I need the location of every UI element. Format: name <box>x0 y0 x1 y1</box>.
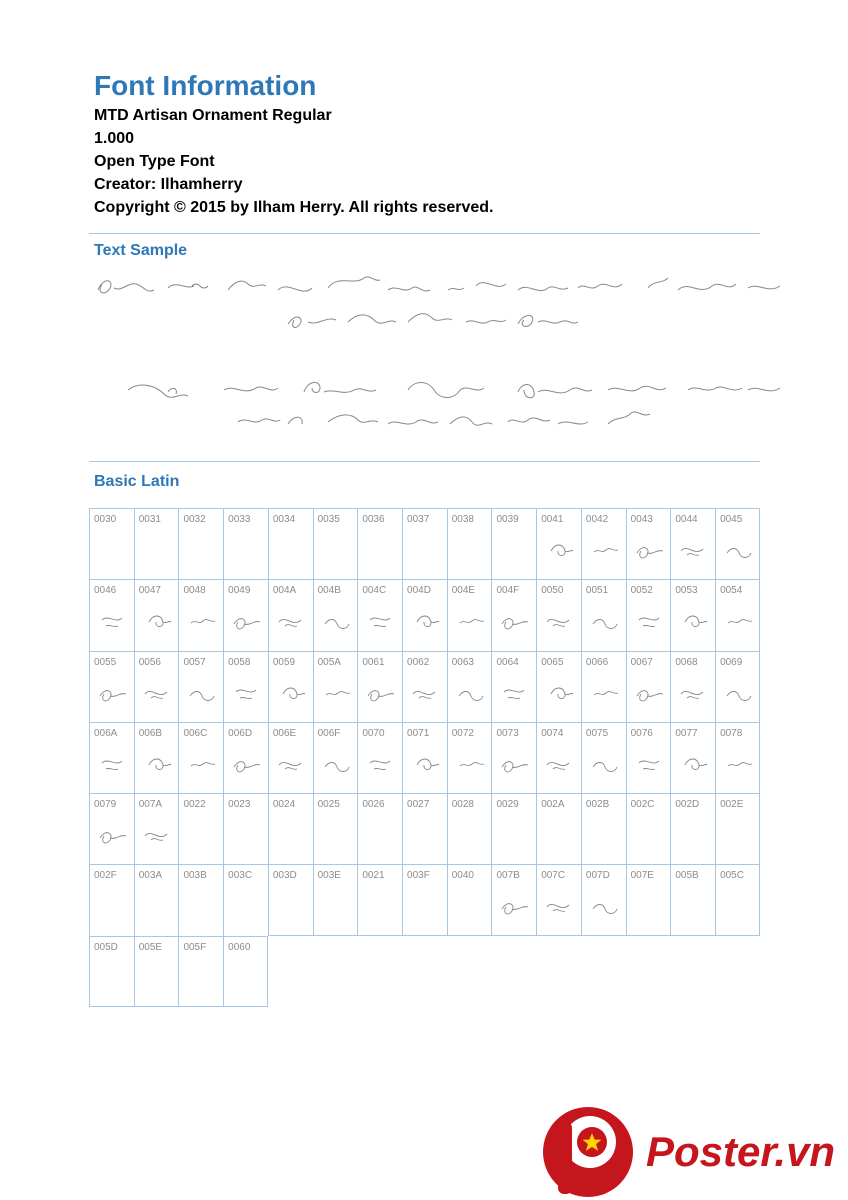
glyph-cell <box>357 579 402 650</box>
glyph-cell <box>268 793 313 864</box>
grid-row <box>89 864 760 935</box>
glyph-code: 0053 <box>675 585 698 597</box>
glyph-code: 005F <box>183 941 207 953</box>
ornament-glyph <box>277 682 307 704</box>
glyph-cell <box>581 651 626 722</box>
glyph-cell <box>715 864 760 935</box>
font-copyright: Copyright © 2015 by Ilham Herry. All rights reserved. <box>94 199 494 216</box>
ornament-glyph <box>679 753 709 775</box>
glyph-code: 006E <box>272 727 297 739</box>
glyph-cell <box>670 722 715 793</box>
glyph-cell <box>134 651 179 722</box>
glyph-cell <box>536 579 581 650</box>
glyph-code: 0051 <box>585 585 609 597</box>
glyph-code: 0025 <box>317 799 340 811</box>
glyph-cell <box>134 508 179 579</box>
glyph-cell <box>134 936 179 1007</box>
font-name: MTD Artisan Ornament Regular <box>94 107 332 124</box>
glyph-code: 002A <box>541 799 565 811</box>
glyph-code: 0039 <box>496 514 519 525</box>
glyph-code: 0044 <box>675 514 698 525</box>
glyph-code: 0045 <box>720 514 743 525</box>
glyph-cell <box>447 722 492 793</box>
ornament-glyph <box>590 753 620 775</box>
ornament-glyph <box>143 610 173 632</box>
glyph-cell <box>626 864 671 935</box>
glyph-cell <box>223 722 268 793</box>
glyph-code: 0076 <box>630 727 653 739</box>
glyph-cell <box>178 936 223 1007</box>
glyph-cell <box>313 579 358 650</box>
ornament-glyph <box>411 682 441 704</box>
glyph-code: 0030 <box>94 514 117 525</box>
glyph-cell <box>178 864 223 935</box>
glyph-cell <box>178 579 223 650</box>
glyph-cell <box>670 508 715 579</box>
glyph-code: 0041 <box>541 514 564 525</box>
glyph-code: 0043 <box>630 514 653 525</box>
glyph-cell <box>536 508 581 579</box>
ornament-glyph <box>724 610 754 632</box>
ornament-glyph <box>143 753 173 775</box>
ornament-glyph <box>277 753 307 775</box>
ornament-glyph <box>724 539 754 561</box>
glyph-code: 004E <box>451 585 476 597</box>
glyph-code: 0049 <box>228 585 251 597</box>
glyph-code: 0029 <box>496 799 519 811</box>
glyph-code: 0067 <box>630 656 653 668</box>
glyph-code: 0062 <box>407 656 430 668</box>
glyph-code: 002D <box>675 799 700 811</box>
glyph-cell <box>223 579 268 650</box>
glyph-code: 0035 <box>317 514 340 525</box>
glyph-cell <box>89 722 134 793</box>
font-version: 1.000 <box>94 130 135 147</box>
ornament-glyph <box>590 682 620 704</box>
page-title: Font Information <box>94 70 317 101</box>
ornament-glyph <box>187 682 217 704</box>
grid-row <box>89 508 760 579</box>
glyph-code: 0075 <box>585 727 609 739</box>
glyph-cell <box>402 579 447 650</box>
glyph-code: 0060 <box>228 941 251 953</box>
ornament-glyph <box>679 539 709 561</box>
ornament-glyph <box>456 753 486 775</box>
ornament-glyph <box>322 753 352 775</box>
glyph-cell <box>536 722 581 793</box>
glyph-cell <box>268 864 313 935</box>
ornament-glyph <box>143 682 173 704</box>
glyph-code: 002B <box>585 799 610 811</box>
glyph-cell <box>402 793 447 864</box>
logo-stem <box>558 1122 572 1194</box>
glyph-cell <box>268 508 313 579</box>
ornament-glyph <box>98 753 128 775</box>
grid-row <box>89 793 760 864</box>
glyph-code: 003D <box>272 870 297 882</box>
glyph-code: 0066 <box>585 656 609 668</box>
ornament-sample-svg <box>88 372 800 440</box>
glyph-cell <box>670 651 715 722</box>
glyph-code: 0032 <box>183 514 206 525</box>
glyph-cell <box>357 722 402 793</box>
glyph-code: 004A <box>272 585 297 597</box>
ornament-glyph <box>545 895 575 917</box>
glyph-code: 006A <box>94 727 118 739</box>
glyph-code: 005D <box>94 941 118 953</box>
glyph-cell <box>223 936 268 1007</box>
font-info-block <box>94 104 493 219</box>
glyph-cell <box>447 508 492 579</box>
glyph-cell <box>357 864 402 935</box>
ornament-glyph <box>590 895 620 917</box>
glyph-code: 0065 <box>541 656 564 668</box>
ornament-glyph <box>590 610 620 632</box>
glyph-cell <box>223 864 268 935</box>
glyph-code: 005B <box>675 870 699 882</box>
glyph-code: 006C <box>183 727 208 739</box>
glyph-cell <box>447 579 492 650</box>
ornament-glyph <box>545 539 575 561</box>
glyph-cell <box>402 722 447 793</box>
glyph-cell <box>89 793 134 864</box>
glyph-cell <box>715 793 760 864</box>
glyph-code: 0036 <box>362 514 385 525</box>
ornament-glyph <box>545 753 575 775</box>
glyph-cell <box>491 651 536 722</box>
glyph-cell <box>715 651 760 722</box>
glyph-cell <box>313 864 358 935</box>
glyph-cell <box>313 793 358 864</box>
glyph-code: 0068 <box>675 656 698 668</box>
glyph-code: 003E <box>317 870 341 882</box>
glyph-cell <box>134 579 179 650</box>
glyph-code: 0070 <box>362 727 385 739</box>
divider <box>89 461 760 462</box>
glyph-code: 002C <box>630 799 655 811</box>
font-creator: Creator: Ilhamherry <box>94 176 243 193</box>
ornament-glyph <box>277 610 307 632</box>
ornament-glyph <box>366 753 396 775</box>
glyph-cell <box>581 722 626 793</box>
glyph-cell <box>313 722 358 793</box>
glyph-code: 0056 <box>138 656 161 668</box>
ornament-glyph <box>98 824 128 846</box>
glyph-cell <box>670 793 715 864</box>
glyph-code: 0026 <box>362 799 385 811</box>
ornament-glyph <box>366 682 396 704</box>
glyph-code: 007A <box>138 799 163 811</box>
glyph-cell <box>491 722 536 793</box>
ornament-glyph <box>635 753 665 775</box>
glyph-cell <box>89 864 134 935</box>
ornament-glyph <box>143 824 173 846</box>
poster-vn-logo <box>540 1090 848 1200</box>
ornament-glyph <box>456 610 486 632</box>
glyph-code: 006B <box>138 727 163 739</box>
glyph-code: 0052 <box>630 585 653 597</box>
glyph-cell <box>223 651 268 722</box>
glyph-code: 004B <box>317 585 341 597</box>
glyph-code: 005E <box>138 941 163 953</box>
glyph-code: 005C <box>720 870 744 882</box>
glyph-code: 0021 <box>362 870 385 882</box>
basic-latin-heading: Basic Latin <box>94 473 180 490</box>
glyph-cell <box>491 579 536 650</box>
ornament-glyph <box>411 753 441 775</box>
glyph-cell <box>715 508 760 579</box>
glyph-code: 0023 <box>228 799 251 811</box>
glyph-cell <box>715 579 760 650</box>
glyph-code: 0057 <box>183 656 206 668</box>
glyph-cell <box>89 936 134 1007</box>
glyph-cell <box>134 864 179 935</box>
glyph-cell <box>357 651 402 722</box>
glyph-grid <box>89 508 760 1007</box>
glyph-cell <box>536 651 581 722</box>
glyph-code: 0042 <box>585 514 609 525</box>
glyph-code: 0037 <box>407 514 430 525</box>
glyph-cell <box>491 793 536 864</box>
glyph-cell <box>536 793 581 864</box>
ornament-glyph <box>411 610 441 632</box>
glyph-code: 0058 <box>228 656 251 668</box>
glyph-cell <box>491 508 536 579</box>
ornament-glyph <box>679 610 709 632</box>
glyph-cell <box>447 651 492 722</box>
glyph-code: 003A <box>138 870 163 882</box>
glyph-cell <box>536 864 581 935</box>
glyph-code: 007D <box>585 870 610 882</box>
glyph-code: 007C <box>541 870 566 882</box>
ornament-glyph <box>724 753 754 775</box>
glyph-code: 0024 <box>272 799 296 811</box>
glyph-code: 002F <box>94 870 117 882</box>
glyph-cell <box>89 508 134 579</box>
glyph-cell <box>178 508 223 579</box>
ornament-glyph <box>187 610 217 632</box>
glyph-cell <box>89 579 134 650</box>
ornament-glyph <box>545 682 575 704</box>
ornament-glyph <box>500 610 530 632</box>
glyph-cell <box>581 579 626 650</box>
glyph-code: 0040 <box>451 870 474 882</box>
glyph-cell <box>178 651 223 722</box>
ornament-glyph <box>724 682 754 704</box>
glyph-cell <box>402 508 447 579</box>
divider <box>89 233 760 234</box>
glyph-code: 0069 <box>720 656 743 668</box>
glyph-cell <box>268 722 313 793</box>
ornament-glyph <box>232 610 262 632</box>
glyph-code: 0074 <box>541 727 564 739</box>
glyph-code: 0047 <box>138 585 161 597</box>
glyph-code: 0028 <box>451 799 474 811</box>
ornament-glyph <box>590 539 620 561</box>
glyph-cell <box>178 793 223 864</box>
glyph-code: 003C <box>228 870 253 882</box>
glyph-code: 0079 <box>94 799 117 811</box>
glyph-cell <box>581 793 626 864</box>
glyph-cell <box>223 508 268 579</box>
grid-row <box>89 651 760 722</box>
glyph-cell <box>581 508 626 579</box>
glyph-cell <box>626 651 671 722</box>
glyph-code: 004F <box>496 585 520 597</box>
glyph-code: 0055 <box>94 656 117 668</box>
text-sample-ornaments-2 <box>88 372 800 440</box>
glyph-cell <box>134 722 179 793</box>
ornament-glyph <box>635 682 665 704</box>
ornament-glyph <box>635 539 665 561</box>
ornament-glyph <box>232 753 262 775</box>
glyph-cell <box>268 651 313 722</box>
glyph-cell <box>626 793 671 864</box>
ornament-glyph <box>500 682 530 704</box>
glyph-code: 0027 <box>407 799 430 811</box>
glyph-code: 0073 <box>496 727 519 739</box>
glyph-code: 0031 <box>138 514 161 525</box>
glyph-code: 0048 <box>183 585 206 597</box>
ornament-glyph <box>500 753 530 775</box>
logo-text: Poster.vn <box>646 1128 836 1175</box>
glyph-code: 006D <box>228 727 253 739</box>
glyph-code: 005A <box>317 656 341 668</box>
grid-row <box>89 936 760 1007</box>
ornament-glyph <box>545 610 575 632</box>
glyph-cell <box>313 508 358 579</box>
glyph-code: 004D <box>407 585 431 597</box>
glyph-cell <box>313 651 358 722</box>
glyph-code: 0077 <box>675 727 698 739</box>
text-sample-ornaments-1 <box>88 268 800 336</box>
ornament-glyph <box>187 753 217 775</box>
glyph-code: 0063 <box>451 656 474 668</box>
glyph-code: 0061 <box>362 656 385 668</box>
ornament-glyph <box>635 610 665 632</box>
ornament-glyph <box>500 895 530 917</box>
glyph-cell <box>223 793 268 864</box>
glyph-cell <box>402 651 447 722</box>
glyph-code: 007E <box>630 870 654 882</box>
glyph-cell <box>357 508 402 579</box>
glyph-cell <box>626 508 671 579</box>
glyph-code: 0038 <box>451 514 474 525</box>
glyph-code: 0050 <box>541 585 564 597</box>
ornament-glyph <box>322 610 352 632</box>
glyph-cell <box>357 793 402 864</box>
ornament-glyph <box>98 610 128 632</box>
glyph-code: 0064 <box>496 656 519 668</box>
glyph-code: 003F <box>407 870 430 882</box>
glyph-code: 0022 <box>183 799 206 811</box>
glyph-code: 006F <box>317 727 341 739</box>
glyph-cell <box>402 864 447 935</box>
glyph-code: 0071 <box>407 727 430 739</box>
glyph-cell <box>670 864 715 935</box>
ornament-glyph <box>232 682 262 704</box>
glyph-code: 0046 <box>94 585 117 597</box>
glyph-code: 003B <box>183 870 207 882</box>
glyph-code: 004C <box>362 585 387 597</box>
glyph-code: 0033 <box>228 514 251 525</box>
glyph-cell <box>89 651 134 722</box>
glyph-cell <box>134 793 179 864</box>
glyph-cell <box>178 722 223 793</box>
grid-row <box>89 579 760 650</box>
glyph-code: 0072 <box>451 727 474 739</box>
ornament-sample-svg <box>88 268 800 336</box>
glyph-code: 0054 <box>720 585 743 597</box>
glyph-code: 002E <box>720 799 744 811</box>
glyph-code: 007B <box>496 870 520 882</box>
glyph-code: 0078 <box>720 727 743 739</box>
ornament-glyph <box>679 682 709 704</box>
ornament-glyph <box>366 610 396 632</box>
glyph-cell <box>626 579 671 650</box>
glyph-cell <box>491 864 536 935</box>
text-sample-heading: Text Sample <box>94 242 188 259</box>
glyph-code: 0034 <box>272 514 296 525</box>
glyph-cell <box>447 793 492 864</box>
grid-row <box>89 722 760 793</box>
ornament-glyph <box>98 682 128 704</box>
glyph-code: 0059 <box>272 656 296 668</box>
glyph-cell <box>268 579 313 650</box>
glyph-cell <box>715 722 760 793</box>
glyph-cell <box>626 722 671 793</box>
ornament-glyph <box>456 682 486 704</box>
font-type: Open Type Font <box>94 153 215 170</box>
ornament-glyph <box>322 682 352 704</box>
glyph-cell <box>581 864 626 935</box>
glyph-cell <box>670 579 715 650</box>
glyph-cell <box>447 864 492 935</box>
